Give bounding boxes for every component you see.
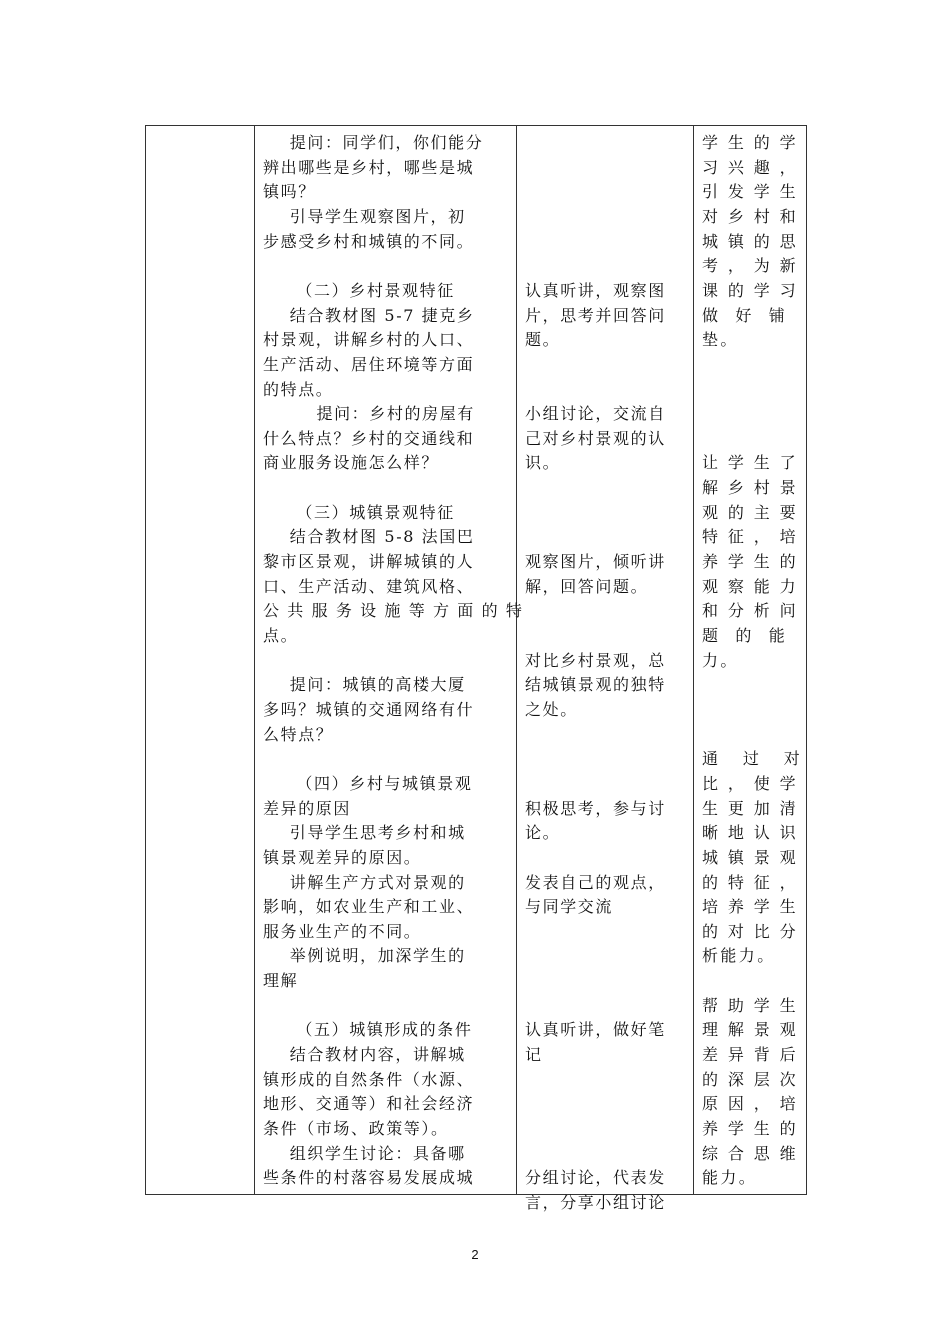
text-line: 认真听讲，做好笔 xyxy=(525,1020,666,1040)
text-line: 结合教材图 5-8 法国巴 xyxy=(263,527,475,547)
text-line: 服务业生产的不同。 xyxy=(263,921,422,941)
text-line: 结城镇景观的独特 xyxy=(525,675,666,695)
text-line: （四）乡村与城镇景观 xyxy=(263,773,473,793)
text-line: 做 好 铺 xyxy=(702,305,788,325)
text-line: 析能力。 xyxy=(702,946,776,966)
text-line: 发表自己的观点， xyxy=(525,872,666,892)
text-line: 公 共 服 务 设 施 等 方 面 的 特 xyxy=(263,601,524,621)
text-line: 综 合 思 维 xyxy=(702,1143,799,1163)
text-line: 镇形成的自然条件（水源、 xyxy=(263,1069,475,1089)
text-line: 组织学生讨论：具备哪 xyxy=(263,1143,466,1163)
text-line: 习 兴 趣 ， xyxy=(702,157,799,177)
text-line: 引导学生观察图片，初 xyxy=(263,206,466,226)
text-line: 解 乡 村 景 xyxy=(702,478,799,498)
text-line: 己对乡村景观的认 xyxy=(525,428,666,448)
text-line: 之处。 xyxy=(525,699,578,719)
text-line: 的特点。 xyxy=(263,379,334,399)
text-line: 力。 xyxy=(702,650,739,670)
text-line: 差异的原因 xyxy=(263,798,352,818)
text-line: （三）城镇景观特征 xyxy=(263,502,455,522)
text-line: 学 生 的 学 xyxy=(702,133,799,152)
text-line: 积极思考，参与讨 xyxy=(525,798,666,818)
text-line: 对比乡村景观，总 xyxy=(525,650,666,670)
text-line: 小组讨论，交流自 xyxy=(525,404,666,424)
text-line: 晰 地 认 识 xyxy=(702,823,799,843)
column-stage xyxy=(146,126,254,1194)
text-line: 观 察 能 力 xyxy=(702,576,799,596)
text-line: 结合教材内容，讲解城 xyxy=(263,1045,466,1065)
text-line: 比 ， 使 学 xyxy=(702,773,799,793)
text-line: 多吗？城镇的交通网络有什 xyxy=(263,699,475,719)
lesson-plan-table xyxy=(145,125,807,1212)
text-line: 镇景观差异的原因。 xyxy=(263,847,422,867)
text-line: 记 xyxy=(525,1045,543,1065)
text-line: 题。 xyxy=(525,330,561,350)
text-line: 讲解生产方式对景观的 xyxy=(263,872,466,892)
text-line: 差 异 背 后 xyxy=(702,1045,799,1065)
text-line: 引 发 学 生 xyxy=(702,182,799,202)
text-line: 观察图片，倾听讲 xyxy=(525,552,666,572)
text-line: 举例说明，加深学生的 xyxy=(263,946,466,966)
text-line: 的 深 层 次 xyxy=(702,1069,799,1089)
text-line: 镇吗？ xyxy=(263,182,316,202)
text-line: 特 征 ， 培 xyxy=(702,527,799,547)
text-line: 么特点？ xyxy=(263,724,334,744)
text-line: 什么特点？乡村的交通线和 xyxy=(263,428,475,448)
text-line: 观 的 主 要 xyxy=(702,502,799,522)
column-design-intent xyxy=(694,126,806,1194)
text-line: （五）城镇形成的条件 xyxy=(263,1020,473,1040)
text-line: 的 特 征 ， xyxy=(702,872,799,892)
text-line: 通 过 对 xyxy=(702,749,803,769)
text-line: 理解 xyxy=(263,971,299,991)
text-line: 考 ， 为 新 xyxy=(702,256,799,276)
text-line: 黎市区景观，讲解城镇的人 xyxy=(263,552,475,572)
text-line: 帮 助 学 生 xyxy=(702,995,799,1015)
column-teacher-activity xyxy=(255,126,524,1194)
text-line: 提问：城镇的高楼大厦 xyxy=(263,675,466,695)
text-line: 村景观，讲解乡村的人口、 xyxy=(263,330,475,350)
text-line: 步感受乡村和城镇的不同。 xyxy=(263,231,475,251)
text-line: 口、生产活动、建筑风格、 xyxy=(263,576,475,596)
text-line: 地形、交通等）和社会经济 xyxy=(263,1094,475,1114)
text-line: 生产活动、居住环境等方面 xyxy=(263,354,475,374)
page-number: 2 xyxy=(471,1247,479,1262)
text-line: 的 对 比 分 xyxy=(702,921,799,941)
text-line: 养 学 生 的 xyxy=(702,552,799,572)
text-line: 点。 xyxy=(263,626,299,645)
text-line: 片，思考并回答问 xyxy=(525,305,666,325)
text-line: 垫。 xyxy=(702,330,739,350)
text-line: 课 的 学 习 xyxy=(702,280,799,300)
text-line: 原 因 ， 培 xyxy=(702,1094,799,1114)
text-line: 对 乡 村 和 xyxy=(702,206,799,226)
text-line: 认真听讲，观察图 xyxy=(525,280,666,300)
text-line: 和 分 析 问 xyxy=(702,601,799,621)
text-line: 理 解 景 观 xyxy=(702,1020,799,1040)
text-line: 识。 xyxy=(525,453,561,473)
text-line: 让 学 生 了 xyxy=(702,453,799,473)
text-line: 辨出哪些是乡村，哪些是城 xyxy=(263,157,475,177)
text-line: 言，分享小组讨论 xyxy=(525,1192,666,1212)
text-line: 城 镇 的 思 xyxy=(702,231,799,251)
text-line: 养 学 生 的 xyxy=(702,1119,799,1138)
text-line: 引导学生思考乡村和城 xyxy=(263,823,466,843)
text-line: 解，回答问题。 xyxy=(525,576,649,596)
text-line: 分组讨论，代表发 xyxy=(525,1168,666,1188)
text-line: 生 更 加 清 xyxy=(702,798,799,818)
column-student-activity xyxy=(517,126,693,1212)
text-line: 能力。 xyxy=(702,1168,758,1188)
text-line: 商业服务设施怎么样？ xyxy=(263,453,440,473)
text-line: 培 养 学 生 xyxy=(702,897,799,917)
text-line: 论。 xyxy=(525,823,561,843)
text-line: 城 镇 景 观 xyxy=(702,847,799,867)
text-line: 些条件的村落容易发展成城 xyxy=(263,1168,475,1188)
text-line: （二）乡村景观特征 xyxy=(263,280,455,300)
text-line: 提问：同学们，你们能分 xyxy=(263,133,484,152)
text-line: 结合教材图 5-7 捷克乡 xyxy=(263,305,475,325)
text-line: 影响，如农业生产和工业、 xyxy=(263,897,475,917)
text-line: 提问：乡村的房屋有 xyxy=(263,404,475,424)
text-line: 与同学交流 xyxy=(525,897,614,917)
text-line: 题 的 能 xyxy=(702,626,788,645)
text-line: 条件（市场、政策等）。 xyxy=(263,1119,449,1138)
